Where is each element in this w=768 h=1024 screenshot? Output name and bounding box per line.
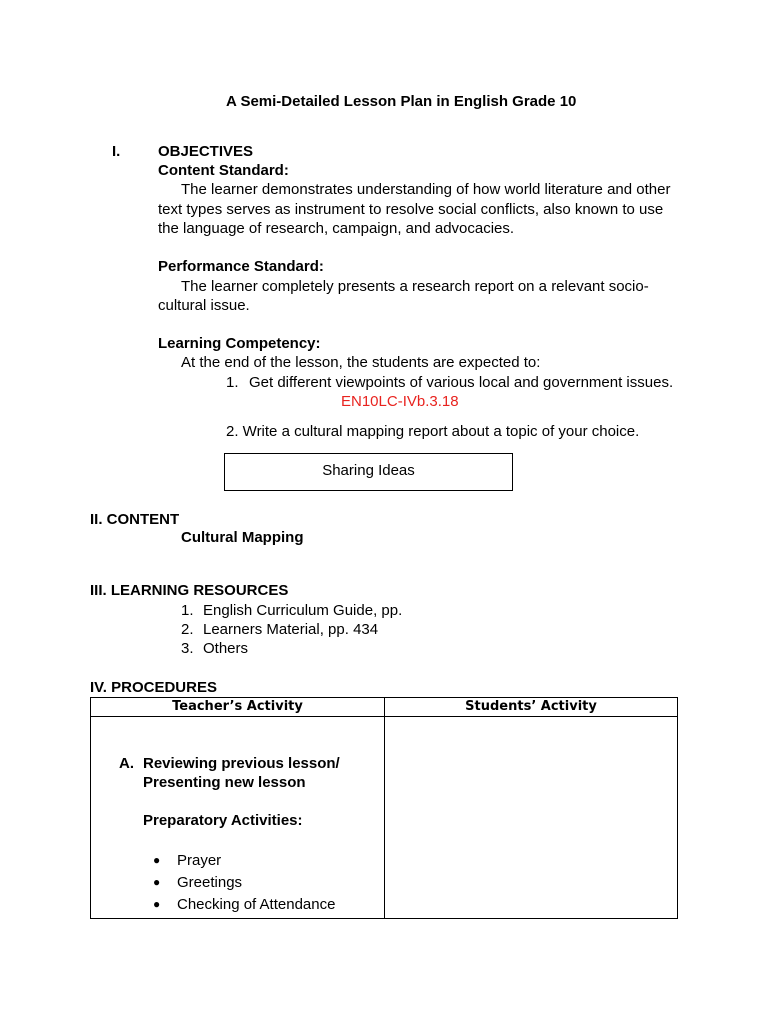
resource-item-number: 2. xyxy=(181,621,194,638)
teacher-activity-header: Teacher’s Activity xyxy=(91,698,385,717)
content-standard-line: The learner demonstrates understanding of how world literature and other xyxy=(181,181,671,198)
bullet-icon: ● xyxy=(153,875,161,889)
procedures-table xyxy=(90,697,678,919)
bullet-icon: ● xyxy=(153,853,161,867)
list-item: Checking of Attendance xyxy=(177,896,336,913)
bullet-icon: ● xyxy=(153,897,161,911)
resource-item-number: 3. xyxy=(181,640,194,657)
resource-item: Others xyxy=(203,640,249,657)
table-header-row xyxy=(91,698,678,717)
list-item: Prayer xyxy=(177,852,222,869)
students-activity-header: Students’ Activity xyxy=(385,698,678,717)
objectives-heading: OBJECTIVES xyxy=(158,143,254,160)
students-activity-cell xyxy=(385,717,678,919)
step-title-line: Reviewing previous lesson/ xyxy=(143,755,340,772)
content-topic: Cultural Mapping xyxy=(181,529,304,546)
performance-standard-line: The learner completely presents a research report on a relevant socio- xyxy=(181,278,649,295)
performance-standard-line: cultural issue. xyxy=(158,297,250,314)
competency-code: EN10LC-IVb.3.18 xyxy=(341,393,459,410)
resource-item-number: 1. xyxy=(181,602,194,619)
resource-item: English Curriculum Guide, pp. xyxy=(203,602,403,619)
sharing-ideas-box xyxy=(224,453,513,491)
competency-item-number: 1. xyxy=(226,374,239,391)
teacher-activity-cell xyxy=(91,717,385,919)
content-standard-label: Content Standard: xyxy=(158,162,289,179)
competency-item-2: 2. Write a cultural mapping report about a topic of your choice. xyxy=(226,423,640,440)
resources-heading: III. LEARNING RESOURCES xyxy=(90,582,289,599)
content-standard-line: the language of research, campaign, and advocacies. xyxy=(158,220,515,237)
competency-item-text: Get different viewpoints of various local and government issues. xyxy=(249,374,674,391)
document-title: A Semi-Detailed Lesson Plan in English Grade 10 xyxy=(226,93,577,110)
sharing-ideas-label: Sharing Ideas xyxy=(322,462,415,479)
learning-competency-intro: At the end of the lesson, the students are expected to: xyxy=(181,354,541,371)
performance-standard-label: Performance Standard: xyxy=(158,258,324,275)
preparatory-activities-label: Preparatory Activities: xyxy=(143,812,303,829)
step-letter: A. xyxy=(119,755,134,772)
table-row xyxy=(91,717,678,919)
step-title-line: Presenting new lesson xyxy=(143,774,306,791)
content-heading: II. CONTENT xyxy=(90,511,180,528)
content-standard-line: text types serves as instrument to resolve social conflicts, also known to use xyxy=(158,201,664,218)
learning-competency-label: Learning Competency: xyxy=(158,335,321,352)
procedures-heading: IV. PROCEDURES xyxy=(90,679,217,696)
list-item: Greetings xyxy=(177,874,243,891)
objectives-numeral: I. xyxy=(112,143,121,160)
resource-item: Learners Material, pp. 434 xyxy=(203,621,379,638)
